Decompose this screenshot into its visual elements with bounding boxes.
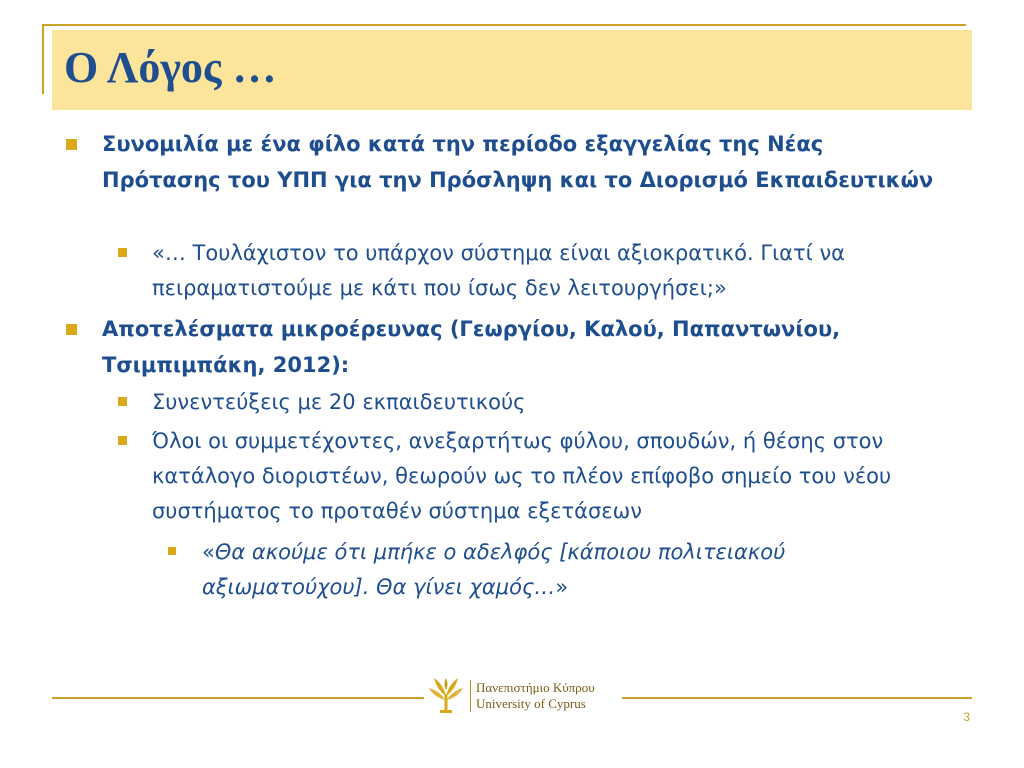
square-bullet-icon — [118, 436, 127, 445]
bullet-text: Συνομιλία με ένα φίλο κατά την περίοδο εξαγγελίας της Νέας Πρότασης του ΥΠΠ για την Πρόσληψη και το Διορισμό Εκπαιδευτικών — [102, 132, 934, 192]
bullet-level1-survey — [102, 311, 947, 383]
bullet-level2-participants — [152, 424, 942, 529]
square-bullet-icon — [66, 324, 77, 335]
bullet-text: Όλοι οι συμμετέχοντες, ανεξαρτήτως φύλου, σπουδών, ή θέσης στον κατάλογο διοριστέων, θεωρούν ως το πλέον επίφοβο σημείο του νέου συστήματος το προταθέν σύστημα εξετάσεων — [152, 429, 892, 523]
bullet-level2-quote — [152, 236, 942, 306]
bullet-text: Συνεντεύξεις με 20 εκπαιδευτικούς — [152, 390, 526, 414]
university-logo — [428, 676, 620, 716]
university-emblem-icon — [428, 676, 464, 714]
footer-rule-left — [52, 697, 424, 699]
bullet-level2-interviews — [152, 385, 942, 420]
footer-rule-right — [622, 697, 972, 699]
bullet-text: Αποτελέσματα μικροέρευνας (Γεωργίου, Καλού, Παπαντωνίου, Τσιμπιμπάκη, 2012): — [102, 317, 841, 377]
bullet-level3-quote — [202, 535, 922, 605]
square-bullet-icon — [118, 397, 127, 406]
logo-text-english: University of Cyprus — [476, 696, 586, 711]
quote-close-mark: » — [555, 575, 569, 599]
quote-open-mark: « — [202, 540, 215, 564]
square-bullet-icon — [118, 248, 127, 257]
bullet-level1-conversation — [102, 126, 947, 198]
square-bullet-icon — [168, 547, 176, 555]
page-number: 3 — [963, 710, 970, 724]
quote-italic-text: Θα ακούμε ότι μπήκε ο αδελφός [κάποιου πολιτειακού αξιωματούχου]. Θα γίνει χαμός… — [202, 540, 786, 599]
square-bullet-icon — [66, 139, 77, 150]
logo-divider — [470, 680, 471, 712]
bullet-text: «… Τουλάχιστον το υπάρχον σύστημα είναι αξιοκρατικό. Γιατί να πειραματιστούμε με κάτι που ίσως δεν λειτουργήσει;» — [152, 241, 846, 300]
slide-title: Ο Λόγος … — [64, 43, 277, 92]
logo-text-greek: Πανεπιστήμιο Κύπρου — [476, 680, 595, 695]
